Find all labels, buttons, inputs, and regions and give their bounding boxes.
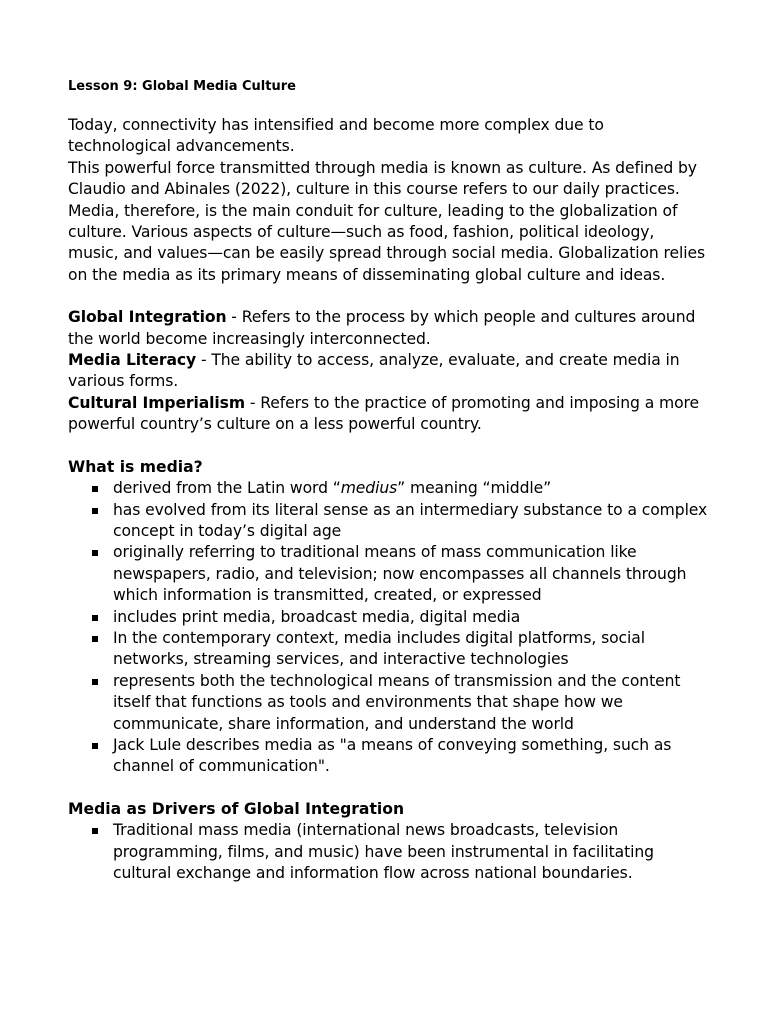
list-item [113,542,708,606]
section-heading-media-drivers: Media as Drivers of Global Integration [68,799,405,818]
media-drivers-list [68,820,708,884]
square-bullet-icon [92,486,98,492]
list-item-text: ” meaning “middle” [397,479,552,498]
lesson-title: Lesson 9: Global Media Culture [68,79,296,94]
list-item-text: Jack Lule describes media as "a means of conveying something, such as channel of communication". [113,735,672,776]
square-bullet-icon [92,550,98,556]
list-item [113,671,708,735]
definition-term: Cultural Imperialism [68,393,246,412]
intro-paragraph-2: This powerful force transmitted through media is known as culture. As defined by Claudio and Abinales (2022), culture in this course refers to our daily practices. Media, therefore, is the main conduit for culture, leading to the globalization of culture. Various aspects of culture—such as food, fashion, political ideology, music, and values—can be easily spread through social media. Globalization relies on the media as its primary means of disseminating global culture and ideas. [68,158,705,284]
spacer [68,436,708,457]
square-bullet-icon [92,636,98,642]
list-item [113,500,708,543]
definition-text: - Refers to the process by which people and cultures around the world become increasingly interconnected. [68,308,696,348]
what-is-media-list [68,478,708,778]
list-item-text: includes print media, broadcast media, digital media [113,607,521,626]
definition-media-literacy [68,350,708,393]
square-bullet-icon [92,679,98,685]
list-item [113,628,708,671]
spacer [68,286,708,307]
definition-cultural-imperialism [68,393,708,436]
list-item [113,820,708,884]
definition-text: - Refers to the practice of promoting and imposing a more powerful country’s culture on a less powerful country. [68,393,699,434]
spacer [68,778,708,799]
definition-global-integration [68,307,708,350]
list-item [113,735,708,778]
square-bullet-icon [92,508,98,514]
list-item-text: originally referring to traditional means of mass communication like newspapers, radio, and television; now encompasses all channels through which information is transmitted, created, or expressed [113,543,687,605]
list-item-text: has evolved from its literal sense as an intermediary substance to a complex concept in today’s digital age [113,500,708,540]
square-bullet-icon [92,615,98,621]
definition-text: - The ability to access, analyze, evaluate, and create media in various forms. [68,351,680,391]
section-heading-what-is-media: What is media? [68,457,203,476]
list-item-italic-text: medius [340,479,398,498]
list-item-text: derived from the Latin word “ [113,479,341,498]
definition-term: Media Literacy [68,351,197,370]
list-item [113,478,708,499]
list-item-text: represents both the technological means of transmission and the content itself that functions as tools and environments that shape how we communicate, share information, and understand the world [113,671,681,733]
intro-paragraph-1: Today, connectivity has intensified and become more complex due to technological advancements. [68,116,604,156]
list-item-text: In the contemporary context, media includes digital platforms, social networks, streaming services, and interactive technologies [113,628,645,669]
list-item-text: Traditional mass media (international news broadcasts, television programming, films, and music) have been instrumental in facilitating cultural exchange and information flow across national boundaries. [113,821,654,882]
list-item [113,607,708,628]
square-bullet-icon [92,743,98,749]
square-bullet-icon [92,828,98,834]
definition-term: Global Integration [68,308,227,327]
